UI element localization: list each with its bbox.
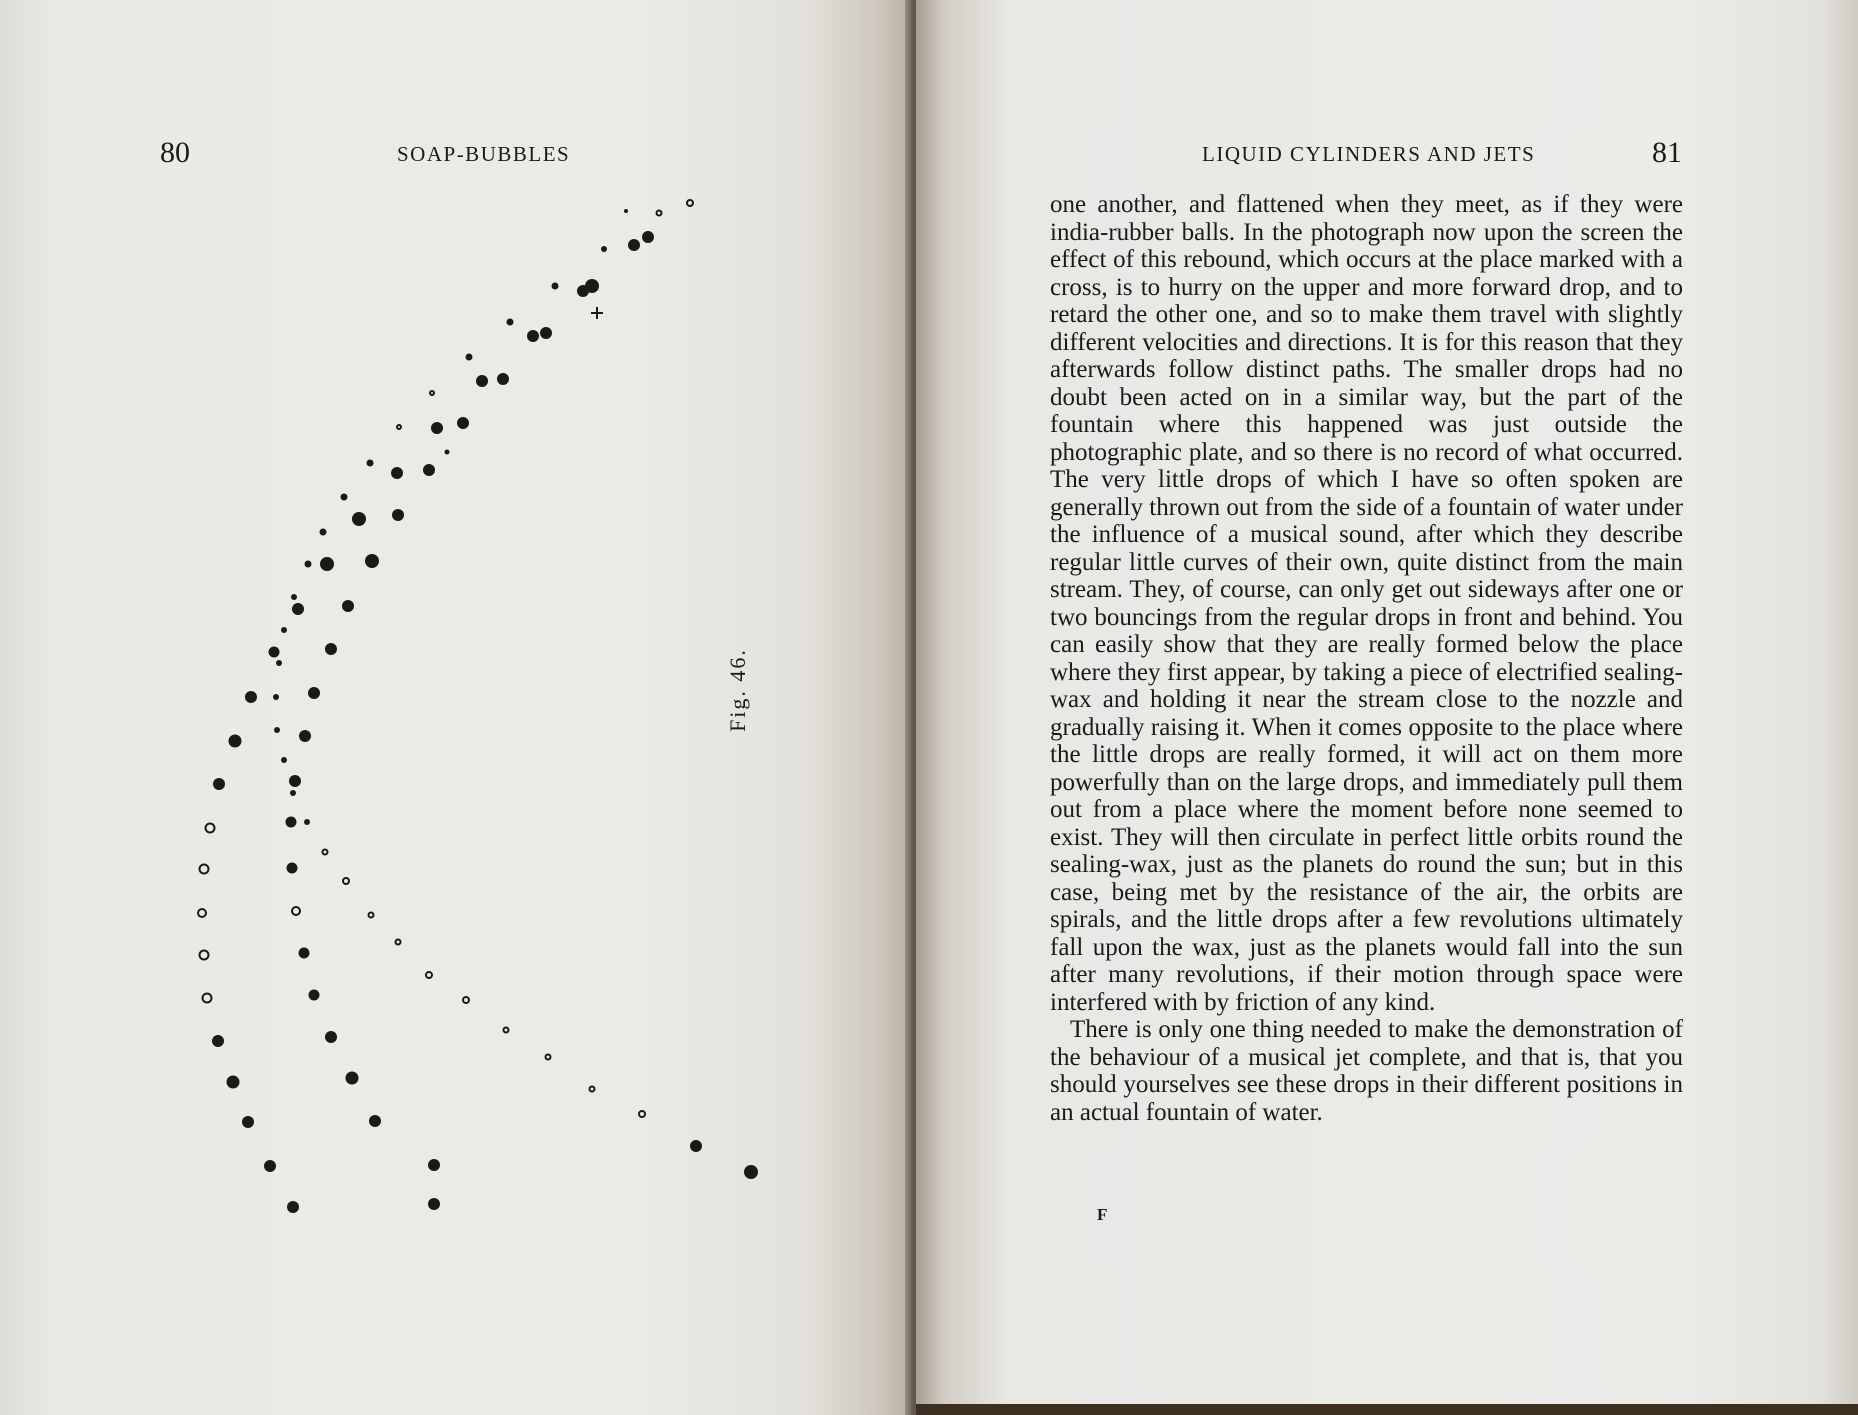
water-drop-5 — [628, 239, 640, 251]
water-drop-38 — [245, 691, 257, 703]
water-drop-13 — [466, 354, 473, 361]
water-drop-61 — [426, 972, 432, 978]
water-drop-71 — [590, 1087, 595, 1092]
water-drop-43 — [229, 735, 242, 748]
water-drop-40 — [308, 687, 320, 699]
water-drop-37 — [276, 660, 282, 666]
water-drop-36 — [269, 647, 280, 658]
water-drop-50 — [206, 824, 215, 833]
water-drop-39 — [273, 694, 279, 700]
body-text — [1050, 191, 1683, 1126]
water-drop-19 — [397, 425, 401, 429]
water-drop-35 — [325, 643, 337, 655]
water-drop-33 — [342, 600, 354, 612]
water-drop-78 — [264, 1160, 276, 1172]
water-drop-11 — [540, 327, 552, 339]
water-drop-46 — [289, 775, 301, 787]
water-drop-77 — [428, 1159, 440, 1171]
water-drop-69 — [346, 1072, 359, 1085]
water-drop-20 — [445, 450, 450, 455]
water-drop-27 — [320, 529, 327, 536]
water-drop-55 — [292, 907, 300, 915]
water-drop-47 — [290, 790, 296, 796]
water-drop-57 — [369, 913, 374, 918]
water-drop-70 — [227, 1076, 240, 1089]
water-drop-58 — [396, 940, 401, 945]
water-drop-28 — [365, 554, 379, 568]
water-drop-16 — [430, 391, 434, 395]
water-drop-53 — [287, 863, 298, 874]
water-drop-67 — [504, 1028, 509, 1033]
water-drop-25 — [392, 509, 404, 521]
water-drop-34 — [281, 627, 287, 633]
water-drop-72 — [639, 1111, 645, 1117]
water-drop-21 — [367, 460, 374, 467]
water-drop-63 — [203, 994, 212, 1003]
water-drop-48 — [286, 817, 297, 828]
water-drop-7 — [552, 283, 559, 290]
water-drop-64 — [463, 997, 469, 1003]
water-drop-2 — [624, 209, 628, 213]
water-drop-42 — [299, 730, 311, 742]
water-drop-4 — [642, 231, 654, 243]
water-drop-45 — [213, 778, 225, 790]
water-drop-15 — [476, 375, 488, 387]
water-drop-62 — [309, 990, 320, 1001]
water-drop-74 — [242, 1116, 254, 1128]
water-drop-73 — [369, 1115, 381, 1127]
water-drop-41 — [274, 727, 280, 733]
water-drop-17 — [457, 417, 469, 429]
paragraph-1: one another, and flattened when they meet, as if they were india-rubber balls. In the photograph now upon the screen the effect of this rebound, which occurs at the place marked with a cross, is to hurry on the upper and more forward drop, and to retard the other one, and so to make them travel with slightly different velocities and directions. It is for this reason that they afterwards follow distinct paths. The smaller drops had no doubt been acted on in a similar way, but the part of the fountain where this happened was just outside the photographic plate, and so there is no record of what occurred. The very little drops of which I have so often spoken are generally thrown out from the side of a fountain of water under the influence of a musical sound, after which they describe regular little curves of their own, quite distinct from the main stream. They, of course, can only get out sideways after one or two bouncings from the regular drops in front and behind. You can easily show that they are really formed below the place where they first appear, by taking a piece of electrified sealing-wax and holding it near the stream close to the nozzle and gradually raising it. When it comes opposite to the place where the little drops are really formed, it will act on them more powerfully than on the large drops, and immediately pull them out from a place where the moment before none seemed to exist. They will then circulate in perfect little orbits round the sealing-wax, just as the planets do round the sun; but in this case, being met by the resistance of the air, the orbits are spirals, and the little drops after a few revolutions ultimately fall upon the wax, just as the planets would fall into the sun after many revolutions, if their motion through space were interfered with by friction of any kind. — [1050, 191, 1683, 1016]
water-drop-76 — [744, 1165, 758, 1179]
water-drop-3 — [657, 211, 662, 216]
water-drop-66 — [212, 1035, 224, 1047]
water-drop-59 — [299, 948, 310, 959]
water-drop-26 — [352, 512, 366, 526]
fountain-drops-figure — [0, 0, 912, 1415]
water-drop-6 — [601, 246, 607, 252]
water-drop-22 — [423, 464, 435, 476]
water-drop-56 — [198, 909, 206, 917]
water-drop-54 — [343, 878, 349, 884]
water-drop-51 — [323, 850, 328, 855]
water-drop-44 — [281, 757, 287, 763]
water-drop-68 — [546, 1055, 551, 1060]
running-head-right: LIQUID CYLINDERS AND JETS — [1202, 142, 1536, 166]
water-drop-10 — [507, 319, 514, 326]
water-drop-24 — [341, 494, 348, 501]
page-number-left: 80 — [160, 136, 190, 169]
water-drop-31 — [291, 594, 297, 600]
water-drop-52 — [200, 865, 209, 874]
water-drop-9 — [577, 285, 589, 297]
running-head-left: SOAP-BUBBLES — [397, 142, 571, 166]
water-drop-1 — [687, 200, 693, 206]
water-drop-12 — [527, 330, 539, 342]
book-cover-edge — [916, 1404, 1858, 1415]
water-drop-65 — [325, 1031, 337, 1043]
paragraph-2: There is only one thing needed to make the demonstration of the behaviour of a musical jet complete, and that is, that you should yourselves see these drops in their different positions in an actual fountain of water. — [1050, 1016, 1683, 1126]
page-number-right: 81 — [1652, 136, 1682, 169]
water-drop-60 — [200, 951, 209, 960]
water-drop-14 — [497, 373, 509, 385]
water-drop-29 — [305, 561, 312, 568]
water-drop-49 — [304, 819, 310, 825]
cross-marker-icon — [591, 307, 603, 319]
water-drop-80 — [428, 1198, 440, 1210]
water-drop-32 — [292, 603, 304, 615]
signature-mark: F — [1097, 1205, 1108, 1224]
water-drop-79 — [287, 1201, 299, 1213]
water-drop-30 — [320, 557, 334, 571]
water-drop-18 — [431, 422, 443, 434]
figure-caption: Fig. 46. — [725, 648, 750, 732]
water-drop-23 — [391, 467, 403, 479]
left-page — [0, 0, 912, 1415]
water-drop-75 — [690, 1140, 702, 1152]
